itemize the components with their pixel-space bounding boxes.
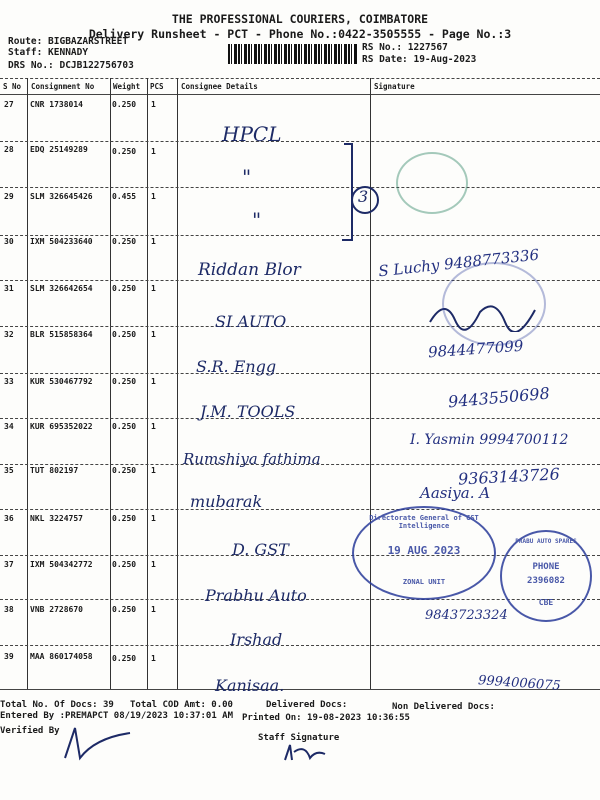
prabu-auto-stamp	[500, 530, 592, 622]
staff-label: Staff: KENNADY	[8, 47, 89, 58]
row-pcs: 1	[151, 284, 156, 293]
row-consignment: KUR 530467792	[30, 377, 93, 386]
gst-stamp	[352, 506, 496, 600]
row-consignee-handwritten: S.R. Engg	[196, 357, 277, 376]
row-sno: 34	[4, 422, 14, 431]
row-consignee-handwritten: Prabhu Auto	[205, 586, 307, 605]
row-consignment: CNR 1738014	[30, 100, 83, 109]
row-consignment: TUT 802197	[30, 466, 79, 475]
row-sno: 33	[4, 377, 14, 386]
row-consignee-handwritten: mubarak	[190, 492, 263, 511]
row-signature: 9443550698	[447, 383, 551, 412]
row-weight: 0.250	[112, 147, 137, 156]
row-weight: 0.250	[112, 654, 137, 663]
row-consignment: NKL 3224757	[30, 514, 83, 523]
row-consignment: BLR 515858364	[30, 330, 93, 339]
row-consignee-handwritten: "	[252, 208, 262, 232]
runsheet-title: Delivery Runsheet - PCT - Phone No.:0422-3505555 - Page No.:3	[88, 27, 512, 41]
col-consignment: Consignment No	[31, 82, 95, 91]
row-consignee-handwritten: Rumshiya fathima	[183, 450, 321, 468]
prabu-stamp-name: PRABU AUTO SPARES	[515, 538, 577, 545]
row-consignee-handwritten: D. GST	[232, 540, 289, 559]
row-sno: 32	[4, 330, 14, 339]
row-consignee-handwritten: SI AUTO	[215, 312, 287, 331]
row-signature: I. Yasmin 9994700112	[410, 432, 569, 448]
row-pcs: 1	[151, 237, 156, 246]
rs-number: RS No.: 1227567	[362, 42, 448, 53]
row-signature: S Luchy 9488773336	[377, 245, 540, 281]
total-docs: Total No. Of Docs: 39	[0, 700, 114, 710]
row-signature: 9994006075	[477, 673, 562, 694]
row-weight: 0.250	[112, 100, 137, 109]
row-consignment: IXM 504342772	[30, 560, 93, 569]
verifier-signature	[55, 718, 135, 768]
non-delivered-docs: Non Delivered Docs:	[392, 702, 495, 712]
gst-stamp-zone: ZONAL UNIT	[402, 578, 446, 586]
row-consignee-handwritten: Kanisaa.	[215, 676, 285, 695]
row-weight: 0.250	[112, 560, 137, 569]
company-title: THE PROFESSIONAL COURIERS, COIMBATORE	[171, 12, 429, 26]
row-pcs: 1	[151, 330, 156, 339]
entered-by: Entered By :PREMAPCT 08/19/2023 10:37:01 AM	[0, 711, 233, 721]
col-weight: Weight	[113, 82, 141, 91]
staff-signature-label: Staff Signature	[258, 733, 340, 743]
row-consignee-handwritten: Riddan Blor	[198, 260, 301, 280]
row-weight: 0.250	[112, 330, 137, 339]
faded-stamp	[442, 262, 546, 346]
row-consignment: SLM 326642654	[30, 284, 93, 293]
row-pcs: 1	[151, 100, 156, 109]
row-sno: 28	[4, 145, 14, 154]
rs-date: RS Date: 19-Aug-2023	[362, 54, 477, 65]
gst-stamp-date: 19 AUG 2023	[387, 544, 461, 557]
row-sno: 31	[4, 284, 14, 293]
row-pcs: 1	[151, 466, 156, 475]
row-sno: 30	[4, 237, 14, 246]
row-signature: 9363143726	[457, 464, 561, 489]
printed-on: Printed On: 19-08-2023 10:36:55	[242, 713, 410, 723]
row-pcs: 1	[151, 192, 156, 201]
row-pcs: 1	[151, 560, 156, 569]
green-stamp	[396, 152, 468, 214]
row-sno: 39	[4, 652, 14, 661]
row-weight: 0.250	[112, 237, 137, 246]
row-signature: Aasiya. A	[420, 484, 491, 502]
row-sno: 37	[4, 560, 14, 569]
row-pcs: 1	[151, 422, 156, 431]
row-weight: 0.250	[112, 284, 137, 293]
row-weight: 0.250	[112, 422, 137, 431]
bracket-note: 3	[358, 187, 369, 206]
row-weight: 0.250	[112, 377, 137, 386]
prabu-stamp-phone-label: PHONE	[532, 562, 560, 572]
prabu-stamp-phone: 2396082	[527, 576, 565, 586]
row-consignment: IXM 504233640	[30, 237, 93, 246]
row-sno: 38	[4, 605, 14, 614]
row-pcs: 1	[151, 514, 156, 523]
row-weight: 0.250	[112, 514, 137, 523]
delivered-docs: Delivered Docs:	[266, 700, 348, 710]
prabu-stamp-city: CBE	[538, 598, 554, 607]
row-consignee-handwritten: Irshad	[230, 630, 283, 649]
row-signature: 9844477099	[427, 336, 524, 362]
row-pcs: 1	[151, 377, 156, 386]
row-consignment: SLM 326645426	[30, 192, 93, 201]
col-signature: Signature	[374, 82, 415, 91]
row-sno: 36	[4, 514, 14, 523]
col-consignee: Consignee Details	[181, 82, 258, 91]
row-weight: 0.250	[112, 605, 137, 614]
row-weight: 0.455	[112, 192, 137, 201]
row-consignee-handwritten: "	[242, 165, 252, 189]
row-consignment: EDQ 25149289	[30, 145, 88, 154]
col-sno: S No	[3, 82, 22, 91]
staff-signature	[280, 740, 330, 765]
row-sno: 27	[4, 100, 14, 109]
row-pcs: 1	[151, 147, 156, 156]
verified-by: Verified By	[0, 726, 60, 736]
drs-number: DRS No.: DCJB122756703	[8, 60, 134, 71]
row-consignment: KUR 695352022	[30, 422, 93, 431]
row-consignment: MAA 860174058	[30, 652, 93, 661]
col-pcs: PCS	[150, 82, 164, 91]
route-label: Route: BIGBAZARSTREET	[8, 36, 129, 47]
row-sno: 35	[4, 466, 14, 475]
row-pcs: 1	[151, 654, 156, 663]
bracket-mark	[330, 140, 380, 245]
row-sno: 29	[4, 192, 14, 201]
total-cod: Total COD Amt: 0.00	[130, 700, 233, 710]
barcode-image	[228, 44, 358, 64]
row-weight: 0.250	[112, 466, 137, 475]
gst-stamp-title: Directorate General of GST Intelligence	[369, 514, 479, 530]
row-pcs: 1	[151, 605, 156, 614]
row-consignment: VNB 2728670	[30, 605, 83, 614]
row-signature: 9843723324	[425, 608, 508, 623]
row-consignee-handwritten: J.M. TOOLS	[200, 402, 296, 421]
row-consignee-handwritten: HPCL	[222, 122, 282, 146]
